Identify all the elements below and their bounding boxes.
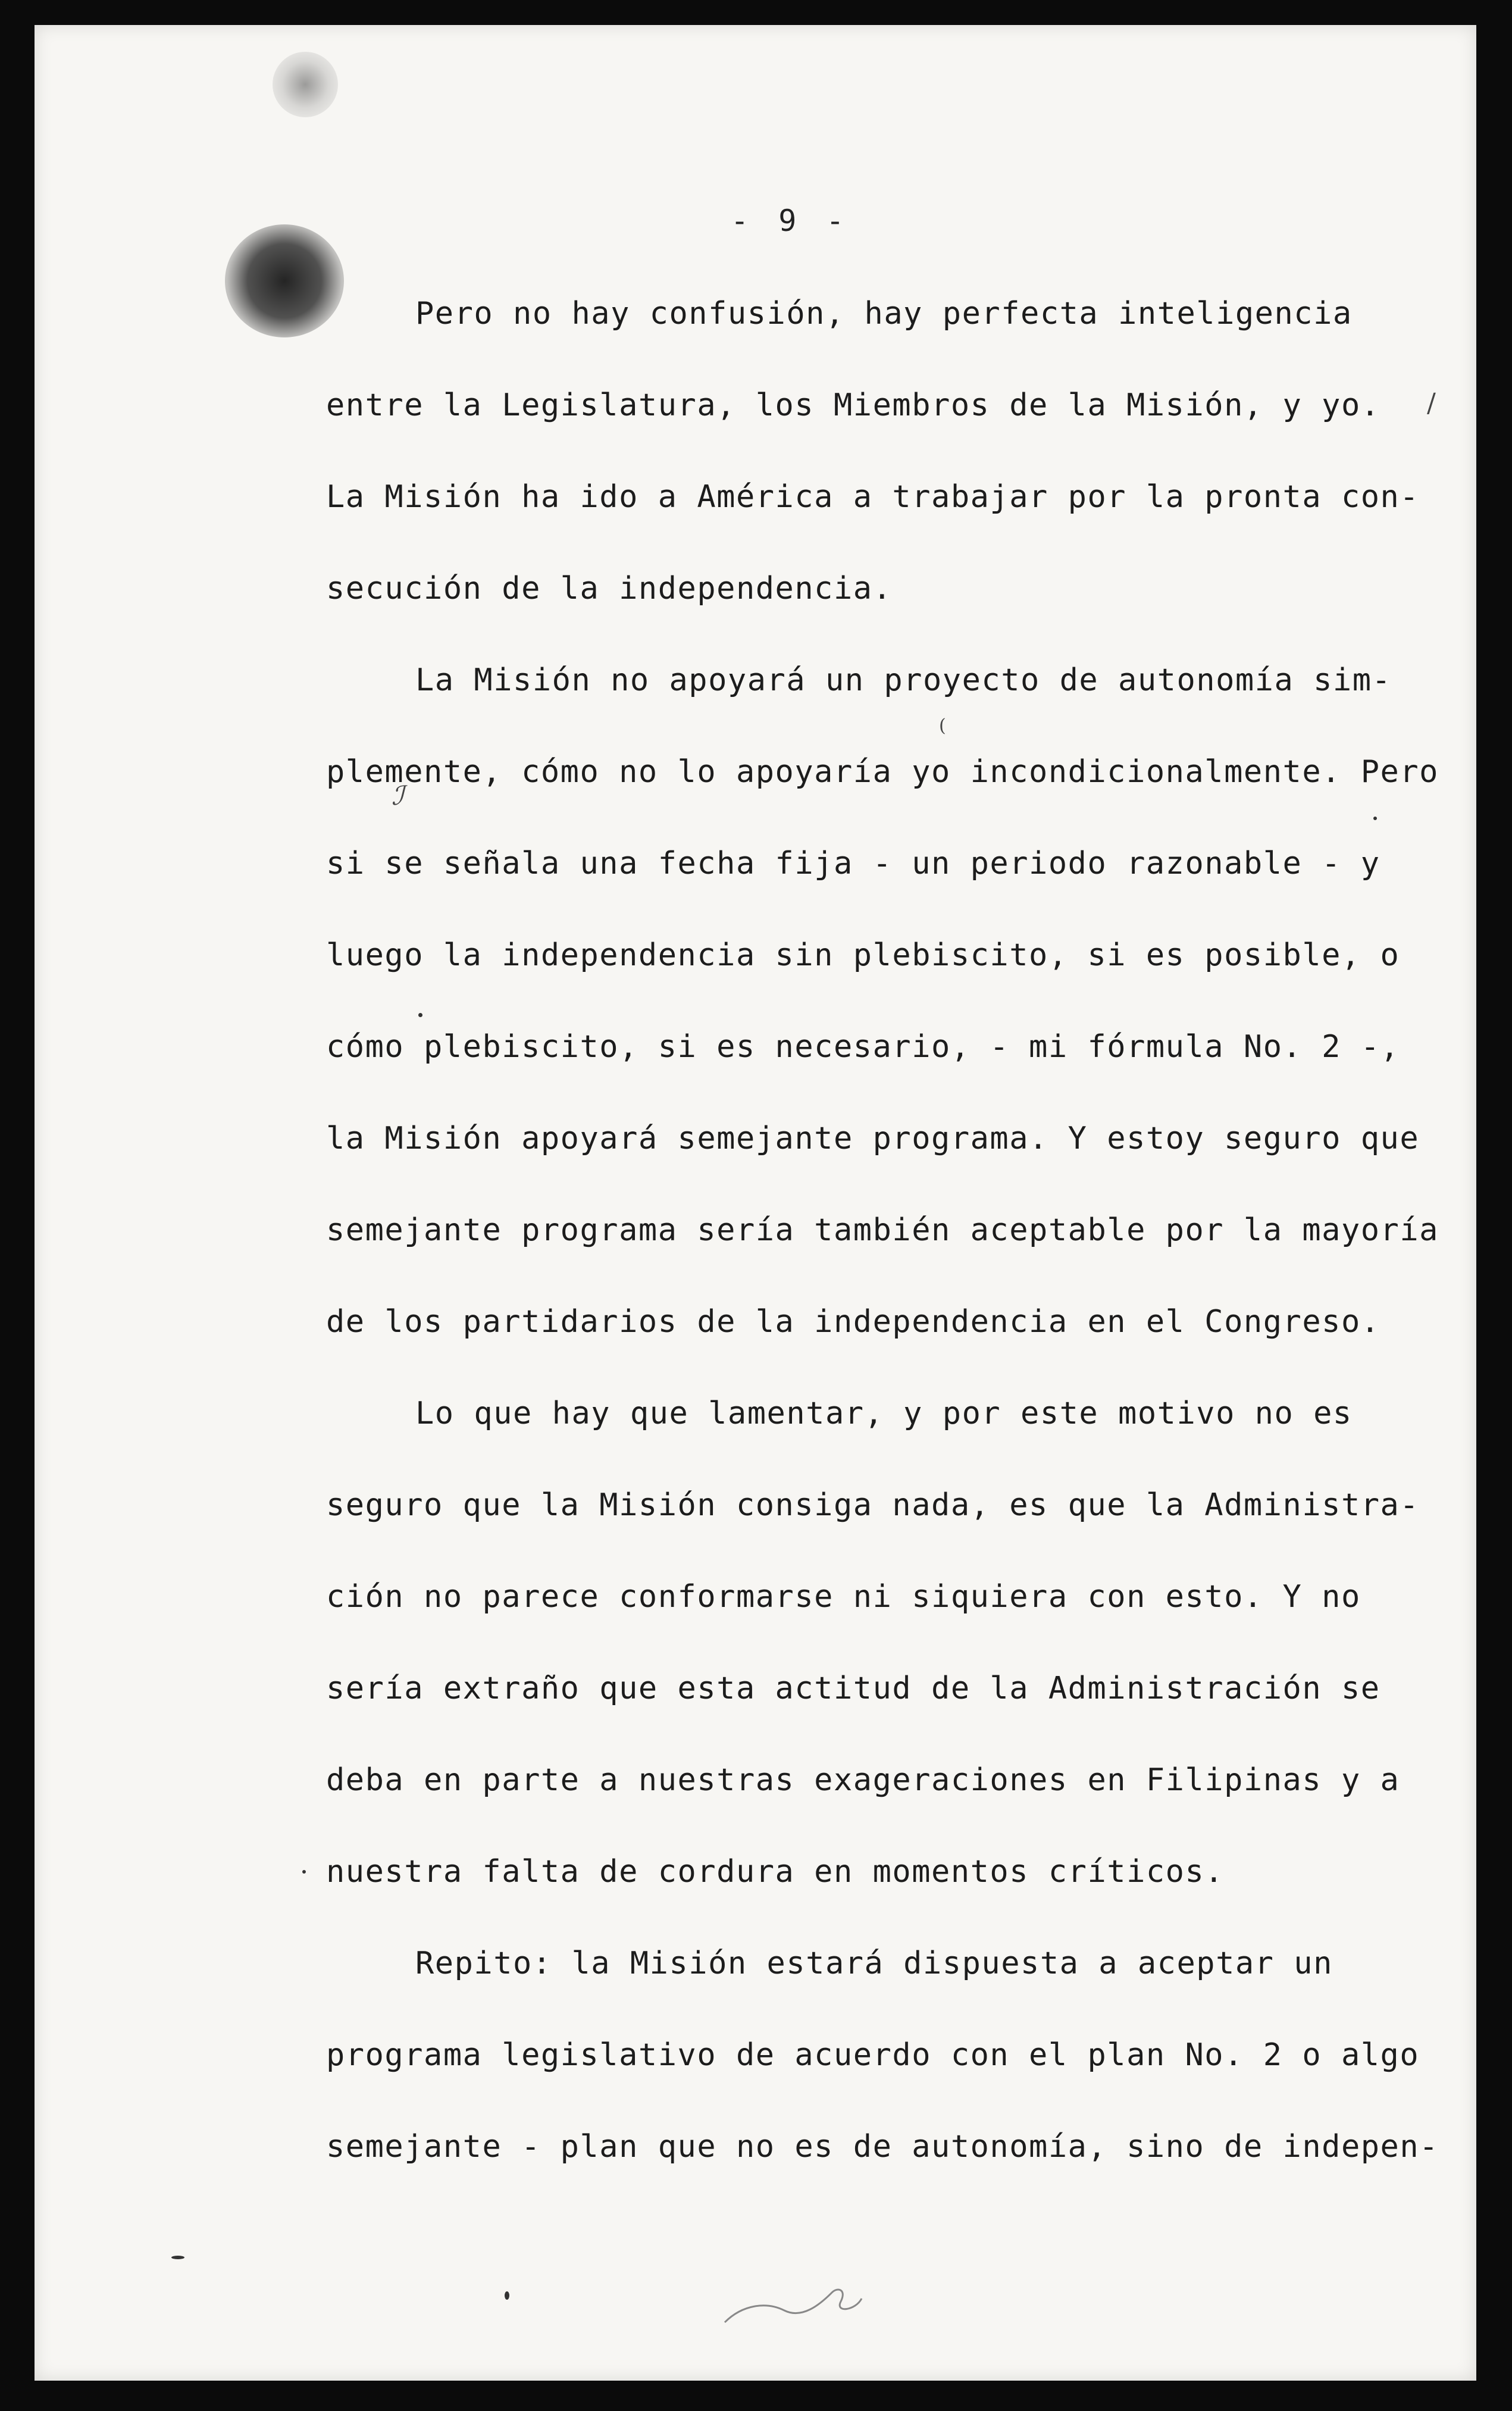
text-line: La Misión ha ido a América a trabajar por la pronta con- bbox=[326, 479, 1420, 515]
text-line: cómo plebiscito, si es necesario, - mi fórmula No. 2 -, bbox=[326, 1029, 1400, 1065]
text-line: nuestra falta de cordura en momentos críticos. bbox=[326, 1854, 1225, 1890]
handwritten-mark: ℐ bbox=[392, 781, 404, 811]
document-page bbox=[35, 25, 1476, 2381]
speck bbox=[171, 2256, 184, 2259]
text-line: plemente, cómo no lo apoyaría yo incondicionalmente. Pero bbox=[326, 754, 1439, 790]
text-line: la Misión apoyará semejante programa. Y estoy seguro que bbox=[326, 1121, 1420, 1156]
handwritten-scribble bbox=[719, 2269, 874, 2334]
text-line: La Misión no apoyará un proyecto de autonomía sim- bbox=[415, 662, 1392, 698]
body-text bbox=[326, 287, 1439, 2212]
text-line: Pero no hay confusión, hay perfecta inteligencia bbox=[415, 296, 1353, 332]
text-line: semejante programa sería también aceptable por la mayoría bbox=[326, 1212, 1439, 1248]
text-line: entre la Legislatura, los Miembros de la Misión, y yo. bbox=[326, 387, 1380, 423]
text-line: de los partidarios de la independencia en el Congreso. bbox=[326, 1304, 1380, 1340]
text-line: Lo que hay que lamentar, y por este motivo no es bbox=[415, 1396, 1353, 1431]
text-line: seguro que la Misión consiga nada, es que la Administra- bbox=[326, 1487, 1420, 1523]
speck bbox=[505, 2291, 509, 2300]
handwritten-mark: ( bbox=[939, 715, 946, 736]
text-line: programa legislativo de acuerdo con el plan No. 2 o algo bbox=[326, 2037, 1420, 2073]
text-line: si se señala una fecha fija - un periodo razonable - y bbox=[326, 846, 1380, 881]
text-line: Repito: la Misión estará dispuesta a aceptar un bbox=[415, 1946, 1333, 1981]
text-line: sería extraño que esta actitud de la Administración se bbox=[326, 1671, 1380, 1706]
speck bbox=[418, 1013, 422, 1017]
text-line: secución de la independencia. bbox=[326, 571, 893, 606]
speck bbox=[1373, 817, 1377, 820]
text-line: deba en parte a nuestras exageraciones en Filipinas y a bbox=[326, 1762, 1400, 1798]
text-line: semejante - plan que no es de autonomía, sino de indepen- bbox=[326, 2129, 1439, 2165]
text-line: ción no parece conformarse ni siquiera con esto. Y no bbox=[326, 1579, 1361, 1615]
ink-smudge bbox=[273, 52, 338, 117]
speck bbox=[302, 1870, 306, 1874]
page-number: - 9 - bbox=[731, 204, 850, 238]
text-line: luego la independencia sin plebiscito, si es posible, o bbox=[326, 937, 1400, 973]
margin-tick-mark: / bbox=[1427, 388, 1436, 418]
